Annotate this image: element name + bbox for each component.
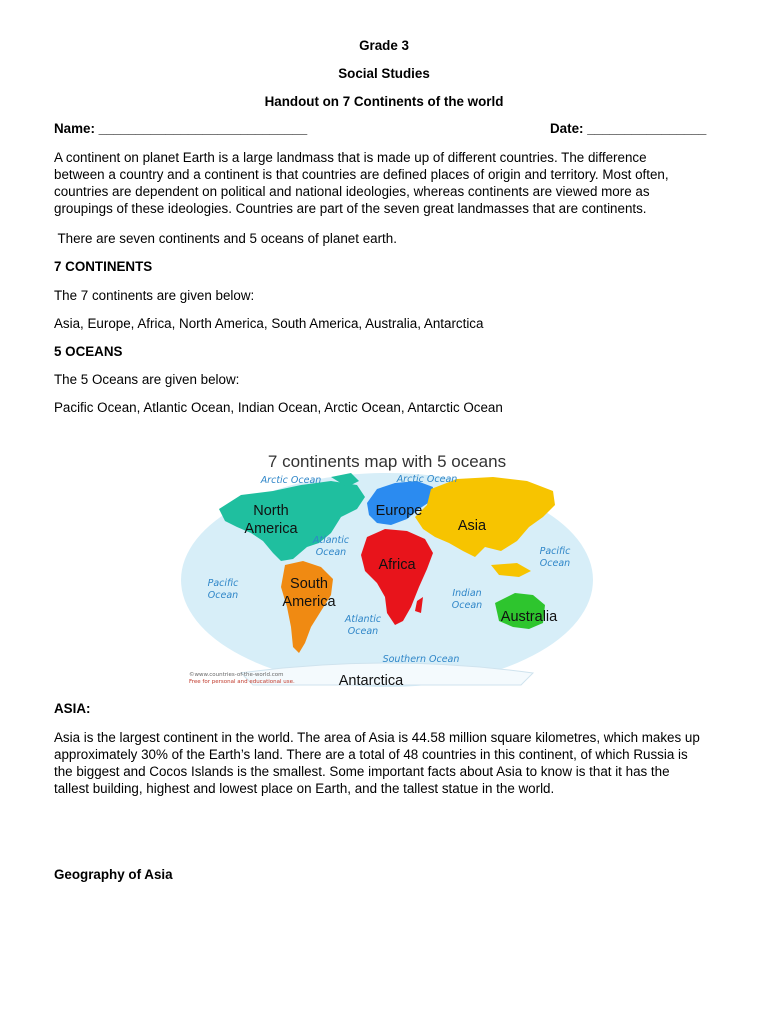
asia-line: tallest building, highest and lowest place on Earth, and the tallest statue in the world. (54, 781, 555, 796)
asia-line: approximately 30% of the Earth’s land. There are a total of 48 countries in this continent, of which Russia is (54, 747, 688, 762)
name-date-row (54, 120, 714, 138)
oceans-lead: The 5 Oceans are given below: (54, 372, 240, 387)
intro-line: A continent on planet Earth is a large landmass that is made up of different countries. The difference (54, 150, 647, 165)
label-indian-ocean-1: Indian (452, 588, 482, 599)
intro-line: countries are dependent on political and national ideologies, whereas continents are viewed more as (54, 184, 650, 199)
label-europe: Europe (375, 503, 423, 519)
label-north-america-2: America (244, 521, 298, 537)
label-australia: Australia (500, 609, 558, 625)
intro-line: between a country and a continent is that countries are defined places of origin and territory. Most often, (54, 167, 669, 182)
label-pacific-left-1: Pacific (207, 578, 239, 589)
label-south-america-2: America (282, 594, 336, 610)
label-arctic-ocean-right: Arctic Ocean (396, 474, 458, 485)
asia-paragraph (54, 729, 724, 797)
handout-title: Handout on 7 Continents of the world (264, 94, 504, 109)
asia-heading: ASIA: (54, 701, 91, 716)
label-arctic-ocean-left: Arctic Ocean (260, 475, 322, 486)
date-field[interactable]: Date: ________________ (550, 121, 707, 136)
continents-lead: The 7 continents are given below: (54, 288, 255, 303)
label-indian-ocean-2: Ocean (451, 600, 483, 611)
label-atlantic-south-1: Atlantic (344, 614, 382, 625)
continents-heading: 7 CONTINENTS (54, 259, 153, 274)
subject-heading: Social Studies (338, 66, 430, 81)
world-map-svg (181, 447, 593, 688)
oceans-list: Pacific Ocean, Atlantic Ocean, Indian Ocean, Arctic Ocean, Antarctic Ocean (54, 400, 503, 415)
asia-line: the biggest and Cocos Islands is the smallest. Some important facts about Asia to know is that it has the (54, 764, 670, 779)
label-antarctica: Antarctica (338, 673, 404, 688)
label-pacific-left-2: Ocean (207, 590, 239, 601)
intro-paragraph (54, 149, 724, 217)
intro-line: groupings of these ideologies. Countries are part of the seven great landmasses that are continents. (54, 201, 647, 216)
name-field[interactable]: Name: ____________________________ (54, 121, 308, 136)
map-credit-1: ©www.countries-of-the-world.com (189, 672, 284, 678)
label-asia: Asia (457, 518, 487, 534)
label-atlantic-north-2: Ocean (315, 547, 347, 558)
label-africa: Africa (378, 557, 416, 573)
label-southern-ocean: Southern Ocean (382, 654, 460, 665)
label-south-america-1: South (290, 576, 328, 592)
label-pacific-right-1: Pacific (539, 546, 571, 557)
oceans-heading: 5 OCEANS (54, 344, 123, 359)
geography-of-asia-heading: Geography of Asia (54, 867, 173, 882)
intro-summary: There are seven continents and 5 oceans of planet earth. (54, 231, 397, 246)
continents-list: Asia, Europe, Africa, North America, South America, Australia, Antarctica (54, 316, 484, 331)
world-map (181, 447, 593, 688)
map-credit-2: Free for personal and educational use. (189, 679, 295, 685)
map-title: 7 continents map with 5 oceans (267, 452, 507, 471)
label-atlantic-north-1: Atlantic (312, 535, 350, 546)
asia-line: Asia is the largest continent in the world. The area of Asia is 44.58 million square kilometres, which makes up (54, 730, 700, 745)
label-north-america-1: North (253, 503, 289, 519)
label-atlantic-south-2: Ocean (347, 626, 379, 637)
grade-heading: Grade 3 (359, 38, 409, 53)
label-pacific-right-2: Ocean (539, 558, 571, 569)
